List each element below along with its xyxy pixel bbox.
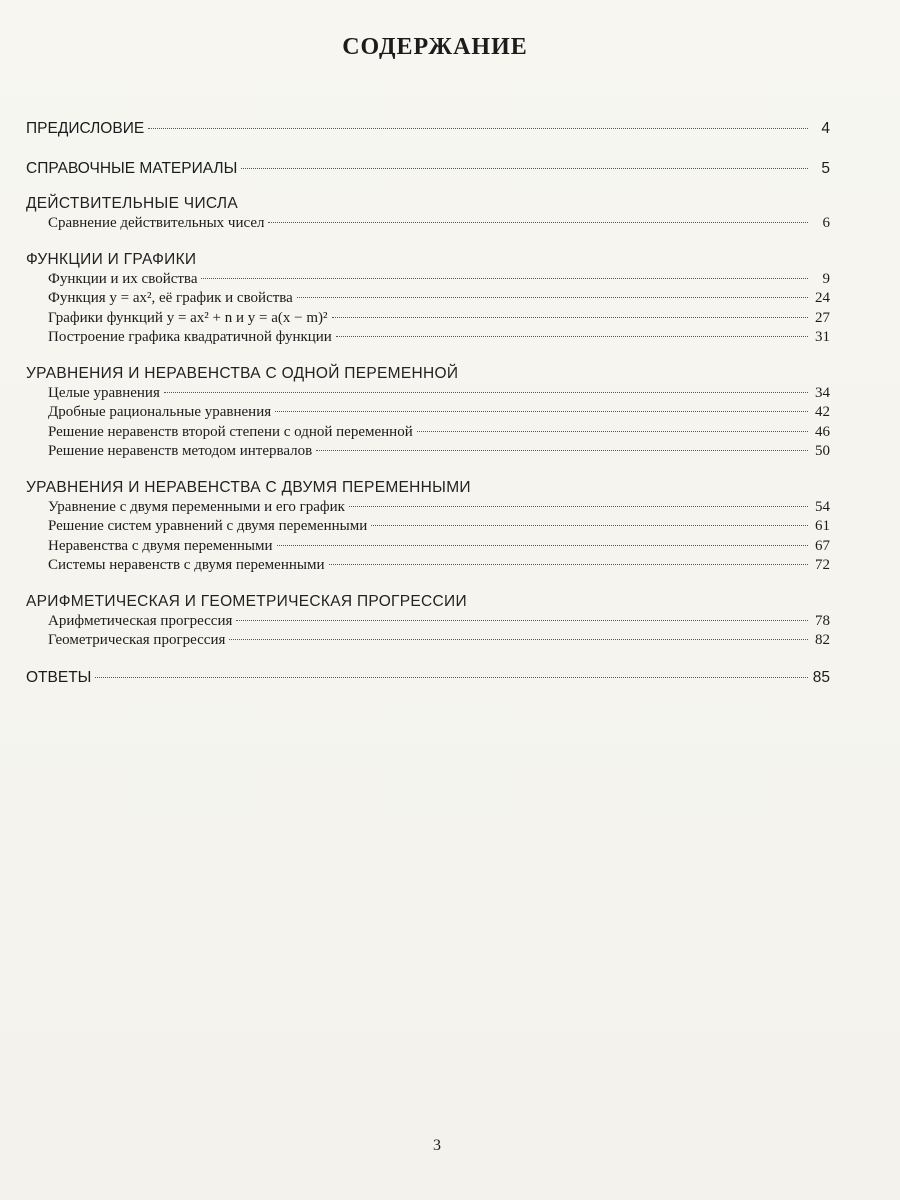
toc-entry-label: ПРЕДИСЛОВИЕ: [26, 120, 145, 137]
toc-entry[interactable]: [26, 328, 830, 348]
toc-entry-page: 5: [821, 160, 830, 177]
toc-entry-label: Системы неравенств с двумя переменными: [48, 557, 325, 573]
toc-entry-label: Геометрическая прогрессия: [48, 632, 226, 648]
toc-entry-label: Арифметическая прогрессия: [48, 612, 233, 629]
toc-entry-page: 78: [815, 612, 830, 629]
dot-leader: [148, 128, 808, 129]
dot-leader: [277, 545, 808, 546]
toc-section-heading: ФУНКЦИИ И ГРАФИКИ: [26, 250, 197, 268]
toc-entry[interactable]: [26, 270, 830, 290]
table-of-contents: [26, 118, 830, 689]
toc-section-heading: УРАВНЕНИЯ И НЕРАВЕНСТВА С ОДНОЙ ПЕРЕМЕННОЙ: [26, 364, 459, 382]
page-title: СОДЕРЖАНИЕ: [342, 34, 528, 60]
dot-leader: [417, 431, 808, 432]
toc-entry[interactable]: [26, 442, 830, 462]
toc-entry-label: ОТВЕТЫ: [26, 668, 92, 686]
dot-leader: [336, 336, 808, 337]
toc-entry-page: 24: [815, 290, 830, 306]
dot-leader: [201, 278, 808, 279]
toc-entry-label: Целые уравнения: [48, 384, 160, 401]
page-number: 3: [433, 1137, 441, 1154]
dot-leader: [297, 297, 808, 298]
dot-leader: [229, 639, 808, 640]
toc-entry[interactable]: [26, 612, 830, 632]
toc-section-heading: ДЕЙСТВИТЕЛЬНЫЕ ЧИСЛА: [26, 195, 238, 212]
toc-entry-page: 50: [815, 443, 830, 459]
toc-top-entry[interactable]: [26, 667, 830, 689]
toc-entry[interactable]: [26, 289, 830, 309]
toc-entry[interactable]: [26, 537, 830, 557]
toc-entry-page: 46: [815, 423, 830, 440]
toc-entry-page: 72: [815, 557, 830, 573]
toc-entry-label: Уравнение с двумя переменными и его график: [48, 498, 345, 515]
toc-entry-page: 42: [815, 404, 830, 420]
toc-entry-page: 6: [822, 215, 830, 231]
toc-entry-label: Решение неравенств методом интервалов: [48, 443, 313, 459]
toc-entry-label: Функции и их свойства: [48, 270, 198, 287]
toc-entry[interactable]: [26, 498, 830, 518]
dot-leader: [349, 506, 808, 507]
dot-leader: [236, 620, 808, 621]
dot-leader: [95, 677, 808, 678]
toc-entry[interactable]: [26, 309, 830, 329]
toc-entry-page: 27: [815, 309, 830, 326]
toc-entry-label: Дробные рациональные уравнения: [48, 404, 272, 420]
toc-entry-page: 85: [812, 668, 830, 686]
toc-entry-page: 31: [815, 329, 830, 345]
dot-leader: [329, 564, 809, 565]
toc-section-heading: АРИФМЕТИЧЕСКАЯ И ГЕОМЕТРИЧЕСКАЯ ПРОГРЕССИИ: [26, 592, 467, 610]
toc-entry[interactable]: [26, 384, 830, 404]
dot-leader: [371, 525, 808, 526]
toc-entry-page: 67: [815, 537, 830, 554]
toc-entry-label: Неравенства с двумя переменными: [48, 537, 273, 554]
toc-entry[interactable]: [26, 403, 830, 423]
toc-entry[interactable]: [26, 517, 830, 537]
toc-entry-label: Построение графика квадратичной функции: [48, 329, 332, 345]
toc-entry[interactable]: [26, 423, 830, 443]
toc-entry-label: Графики функций y = ax² + n и y = a(x − m)²: [48, 309, 328, 326]
toc-section-heading: УРАВНЕНИЯ И НЕРАВЕНСТВА С ДВУМЯ ПЕРЕМЕННЫМИ: [26, 478, 471, 496]
toc-entry-label: Сравнение действительных чисел: [48, 215, 265, 231]
toc-entry-label: Функция y = ax², её график и свойства: [48, 290, 293, 306]
toc-entry-label: СПРАВОЧНЫЕ МАТЕРИАЛЫ: [26, 160, 238, 177]
dot-leader: [332, 317, 808, 318]
dot-leader: [164, 392, 808, 393]
toc-top-entry[interactable]: [26, 158, 830, 180]
toc-entry-page: 4: [821, 120, 830, 137]
toc-entry[interactable]: [26, 556, 830, 576]
toc-entry-label: Решение неравенств второй степени с одной переменной: [48, 423, 413, 440]
dot-leader: [275, 411, 808, 412]
dot-leader: [316, 450, 808, 451]
toc-entry[interactable]: [26, 214, 830, 234]
dot-leader: [268, 222, 808, 223]
toc-entry-page: 61: [815, 518, 830, 534]
toc-entry-page: 82: [815, 632, 830, 648]
toc-entry[interactable]: [26, 631, 830, 651]
toc-entry-page: 9: [822, 270, 830, 287]
toc-entry-page: 54: [815, 498, 830, 515]
dot-leader: [241, 168, 808, 169]
toc-entry-label: Решение систем уравнений с двумя переменными: [48, 518, 368, 534]
toc-entry-page: 34: [815, 384, 830, 401]
toc-top-entry[interactable]: [26, 118, 830, 140]
